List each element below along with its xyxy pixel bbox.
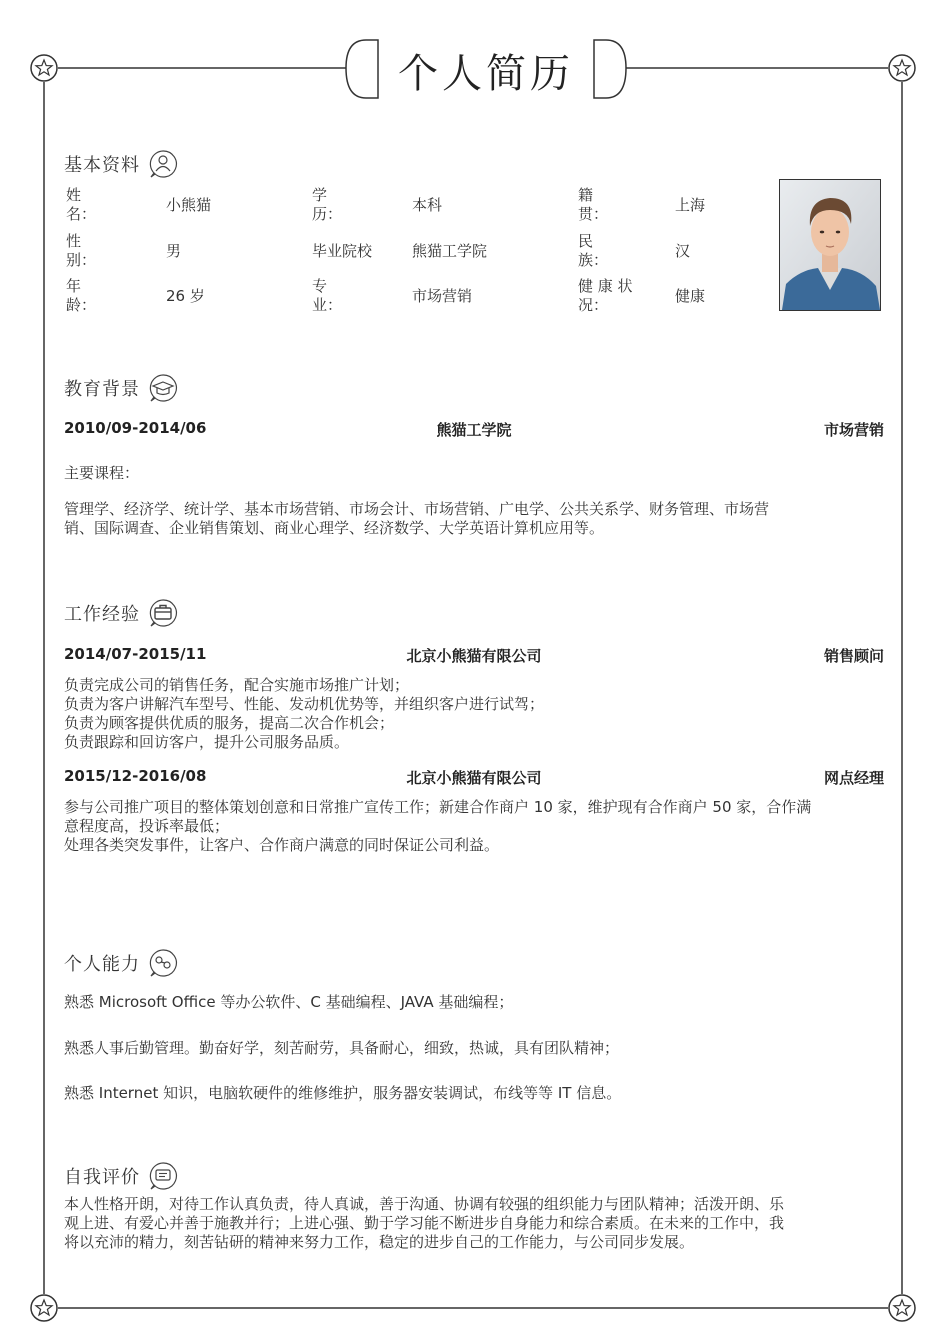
value-ethnicity: 汉 (675, 242, 691, 260)
star-icon (30, 54, 58, 82)
section-header-skills (64, 946, 178, 980)
work-line: 参与公司推广项目的整体策划创意和日常推广宣传工作；新建合作商户 10 家，维护现有合作商户 50 家，合作满 (64, 798, 812, 816)
label-degree: 学 历： (312, 186, 358, 223)
star-icon (30, 1294, 58, 1322)
section-title: 基本资料 (64, 155, 140, 176)
courses-label: 主要课程： (64, 464, 140, 482)
skills-icon (148, 948, 178, 978)
star-icon (888, 54, 916, 82)
work-date: 2014/07-2015/11 (64, 645, 207, 663)
education-date: 2010/09-2014/06 (64, 419, 207, 437)
label-major: 专 业： (312, 277, 358, 314)
label-name: 姓 名： (66, 186, 112, 223)
comment-icon (148, 1161, 178, 1191)
courses-line: 销、国际调查、企业销售策划、商业心理学、经济数学、大学英语计算机应用等。 (64, 519, 605, 537)
skill-line: 熟悉 Microsoft Office 等办公软件、C 基础编程、JAVA 基础编程； (64, 993, 514, 1011)
work-role: 销售顾问 (823, 647, 884, 665)
work-description (64, 798, 886, 855)
work-date: 2015/12-2016/08 (64, 767, 207, 785)
skill-line: 熟悉 Internet 知识，电脑软硬件的维修维护，服务器安装调试，布线等等 IT 信息。 (64, 1084, 622, 1102)
self-line: 观上进、有爱心并善于施教并行；上进心强、勤于学习能不断进步自身能力和综合素质。在未来的工作中，我 (64, 1214, 785, 1232)
label-origin: 籍 贯： (578, 186, 624, 223)
star-icon (888, 1294, 916, 1322)
work-line: 处理各类突发事件，让客户、合作商户满意的同时保证公司利益。 (64, 836, 500, 854)
work-line: 负责跟踪和回访客户，提升公司服务品质。 (64, 733, 350, 751)
section-header-basic (64, 147, 178, 181)
work-row (64, 767, 884, 787)
value-school: 熊猫工学院 (412, 242, 488, 260)
section-header-self (64, 1159, 178, 1193)
value-name: 小熊猫 (166, 196, 212, 214)
section-header-education (64, 371, 178, 405)
label-ethnicity: 民 族： (578, 232, 624, 269)
section-header-work (64, 596, 178, 630)
profile-photo (779, 179, 881, 311)
value-degree: 本科 (412, 196, 443, 214)
value-age: 26 岁 (166, 287, 205, 305)
value-health: 健康 (675, 287, 706, 305)
label-gender: 性 别： (66, 232, 112, 269)
value-gender: 男 (166, 242, 182, 260)
work-row (64, 645, 884, 665)
label-age: 年 龄： (66, 277, 112, 314)
label-school: 毕业院校 (312, 242, 373, 260)
education-major: 市场营销 (823, 421, 884, 439)
value-origin: 上海 (675, 196, 706, 214)
self-line: 本人性格开朗，对待工作认真负责，待人真诚，善于沟通、协调有较强的组织能力与团队精神；活泼开朗、乐 (64, 1195, 785, 1213)
work-line: 负责为客户讲解汽车型号、性能、发动机优势等，并组织客户进行试驾； (64, 695, 545, 713)
self-line: 将以充沛的精力，刻苦钻研的精神来努力工作，稳定的进步自己的工作能力，与公司同步发展。 (64, 1233, 695, 1251)
courses-text (64, 500, 886, 538)
work-line: 意程度高，投诉率最低； (64, 817, 230, 835)
briefcase-icon (148, 598, 178, 628)
education-row (64, 419, 884, 439)
section-title: 个人能力 (64, 954, 140, 975)
work-company: 北京小熊猫有限公司 (406, 647, 542, 665)
label-health: 健 康 状 况： (578, 277, 633, 314)
section-title: 自我评价 (64, 1167, 140, 1188)
page-title: 个人简历 (398, 50, 574, 97)
work-description (64, 676, 886, 752)
work-company: 北京小熊猫有限公司 (406, 769, 542, 787)
work-role: 网点经理 (823, 769, 884, 787)
user-icon (148, 149, 178, 179)
work-line: 负责完成公司的销售任务，配合实施市场推广计划； (64, 676, 410, 694)
work-line: 负责为顾客提供优质的服务，提高二次合作机会； (64, 714, 395, 732)
section-title: 工作经验 (64, 604, 140, 625)
self-evaluation-text (64, 1195, 886, 1252)
graduation-cap-icon (148, 373, 178, 403)
section-title: 教育背景 (64, 379, 140, 400)
education-school: 熊猫工学院 (436, 421, 512, 439)
value-major: 市场营销 (412, 287, 473, 305)
courses-line: 管理学、经济学、统计学、基本市场营销、市场会计、市场营销、广电学、公共关系学、财务管理、市场营 (64, 500, 770, 518)
skill-line: 熟悉人事后勤管理。勤奋好学，刻苦耐劳，具备耐心，细致，热诚，具有团队精神； (64, 1039, 620, 1057)
